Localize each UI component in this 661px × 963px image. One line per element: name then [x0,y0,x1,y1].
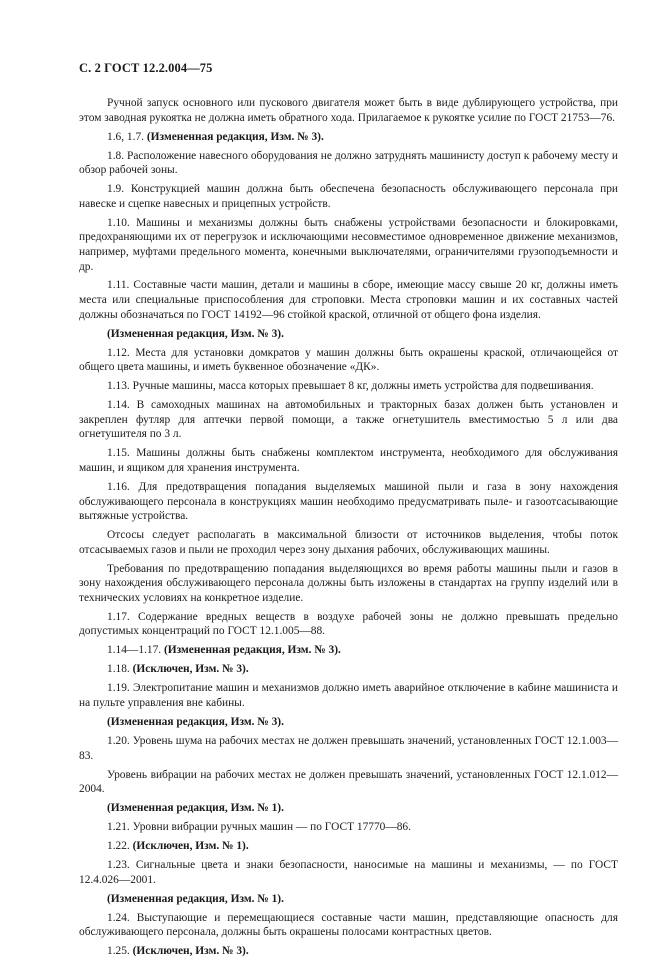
clause-number: 1.15. [107,447,137,460]
paragraph-text: Выступающие и перемещающиеся составные части машин, представляющие опасность для обслуживающего персонала, должны быть окрашены полосами контрастных цветов. [79,911,618,939]
paragraph [79,278,618,322]
paragraph-text: Электропитание машин и механизмов должно иметь аварийное отключение в кабине машиниста и на пульте управления вне кабины. [79,682,618,710]
paragraph [79,858,618,887]
clause-number: 1.10. [107,216,137,229]
clause-number: 1.24. [107,911,137,924]
clause-number: 1.16. [107,480,139,493]
paragraph [79,216,618,274]
clause-number: 1.23. [107,859,136,872]
paragraph [79,346,618,375]
paragraph [79,398,618,442]
paragraph [79,643,618,658]
amendment-note: (Измененная редакция, Изм. № 1). [107,802,284,815]
paragraph-text: Машины должны быть снабжены комплектом инструмента, необходимого для обслуживания машин, и ящиком для хранения инструмента. [79,447,619,474]
amendment-note: (Измененная редакция, Изм. № 3). [107,716,284,728]
paragraph [79,562,618,606]
paragraph [79,130,618,145]
amendment-note: (Исключен, Изм. № 3). [132,945,249,958]
clause-number: 1.8. [107,149,128,162]
paragraph [79,944,618,959]
paragraph [79,892,618,907]
paragraph [79,446,618,475]
paragraph [79,734,618,763]
paragraph-text: Ручной запуск основного или пускового двигателя может быть в виде дублирующего устройства, при этом заводная рукоятка не должна иметь обратного хода. Прилагаемое к рукоятке усилие по ГОСТ 21753—76. [79,97,618,124]
amendment-note: (Исключен, Изм. № 3). [132,663,249,676]
paragraph-text: Конструкцией машин должна быть обеспечена безопасность обслуживающего персонала при навеске и сцепке навесных и прицепных устройств. [79,183,618,210]
paragraph [79,715,618,730]
clause-number: 1.9. [107,183,131,196]
paragraph [79,149,618,178]
paragraph-text: В самоходных машинах на автомобильных и тракторных базах должен быть установлен и закреплен футляр для аптечки первой помощи, а также огнетушитель вместимостью 5 л или два огнетушителя по 3 л. [79,399,618,441]
clause-number: 1.6, 1.7. [107,130,147,143]
paragraph [79,662,618,677]
clause-number: 1.20. [107,734,133,747]
paragraph-text: Для предотвращения попадания выделяемых машиной пыли и газа в зону нахождения обслуживающего персонала в конструкциях машин необходимо предусматривать пыле- и газоотсасывающие вытяжные устройства. [79,480,618,523]
clause-number: 1.13. [107,380,133,393]
paragraph-text: Уровни вибрации ручных машин — по ГОСТ 17770—86. [132,821,411,834]
clause-number: 1.12. [107,346,136,359]
paragraph [79,839,618,854]
amendment-note: (Измененная редакция, Изм. № 1). [107,892,284,905]
amendment-note: (Исключен, Изм. № 1). [132,840,249,853]
paragraph-text: Ручные машины, масса которых превышает 8 кг, должны иметь устройства для подвешивания. [132,380,594,393]
clause-number: 1.18. [107,663,133,676]
document-body [79,96,618,963]
amendment-note: (Измененная редакция, Изм. № 3). [146,130,324,143]
amendment-note: (Измененная редакция, Изм. № 3). [163,644,341,657]
paragraph-text: Расположение навесного оборудования не должно затруднять машинисту доступ к рабочему месту и обзор рабочей зоны. [79,149,618,177]
paragraph-text: Требования по предотвращению попадания выделяющихся во время работы машины пыли и газов в зону нахождения обслуживающего персонала должны быть изложены в стандартах на группу изделий или в технических условиях на конкретное изделие. [79,562,618,604]
paragraph-text: Содержание вредных веществ в воздухе рабочей зоны не должно превышать предельно допустимых концентраций по ГОСТ 12.1.005—88. [79,610,618,638]
paragraph-text: Машины и механизмы должны быть снабжены устройствами безопасности и блокировками, предохраняющими их от перегрузок и исключающими несовместимое одновременное движение механизмов, например, муфтами предельного момента, конечными выключателями, ограничителями грузоподъемности и др. [79,216,618,273]
paragraph [79,379,618,394]
clause-number: 1.17. [107,610,139,623]
paragraph-text: Отсосы следует располагать в максимальной близости от источников выделения, чтобы поток отсасываемых газов и пыли не проходил через зону дыхания рабочих, обслуживающих машины. [79,529,618,556]
paragraph [79,820,618,835]
paragraph [79,327,618,342]
paragraph [79,801,618,816]
paragraph [79,480,618,524]
clause-number: 1.11. [107,279,134,292]
clause-number: 1.25. [107,945,133,958]
paragraph [79,182,618,211]
paragraph-text: Уровень вибрации на рабочих местах не должен превышать значений, установленных ГОСТ 12.1.012—2004. [79,768,618,796]
clause-number: 1.19. [107,682,134,695]
clause-number: 1.22. [107,840,133,853]
paragraph-text: Составные части машин, детали и машины в сборе, имеющие массу свыше 20 кг, должны иметь места или специальные приспособления для строповки. Места строповки машин и их составных частей должны обозначаться по ГОСТ 14192—96 стойкой краской, отличной от общего фона изделия. [79,279,618,321]
paragraph [79,768,618,797]
paragraph [79,911,618,940]
clause-number: 1.14. [107,399,137,412]
paragraph [79,610,618,639]
paragraph [79,528,618,557]
paragraph-text: Уровень шума на рабочих местах не должен превышать значений, установленных ГОСТ 12.1.003—83. [79,734,618,762]
clause-number: 1.14—1.17. [107,644,164,657]
paragraph [79,681,618,710]
page-header: С. 2 ГОСТ 12.2.004—75 [79,61,213,75]
amendment-note: (Измененная редакция, Изм. № 3). [107,327,284,340]
paragraph-text: Сигнальные цвета и знаки безопасности, наносимые на машины и механизмы, — по ГОСТ 12.4.026—2001. [79,859,618,886]
paragraph [79,96,618,125]
paragraph-text: Места для установки домкратов у машин должны быть окрашены краской, отличающейся от общего цвета машины, и иметь буквенное обозначение «ДК». [79,346,618,374]
clause-number: 1.21. [107,821,133,834]
